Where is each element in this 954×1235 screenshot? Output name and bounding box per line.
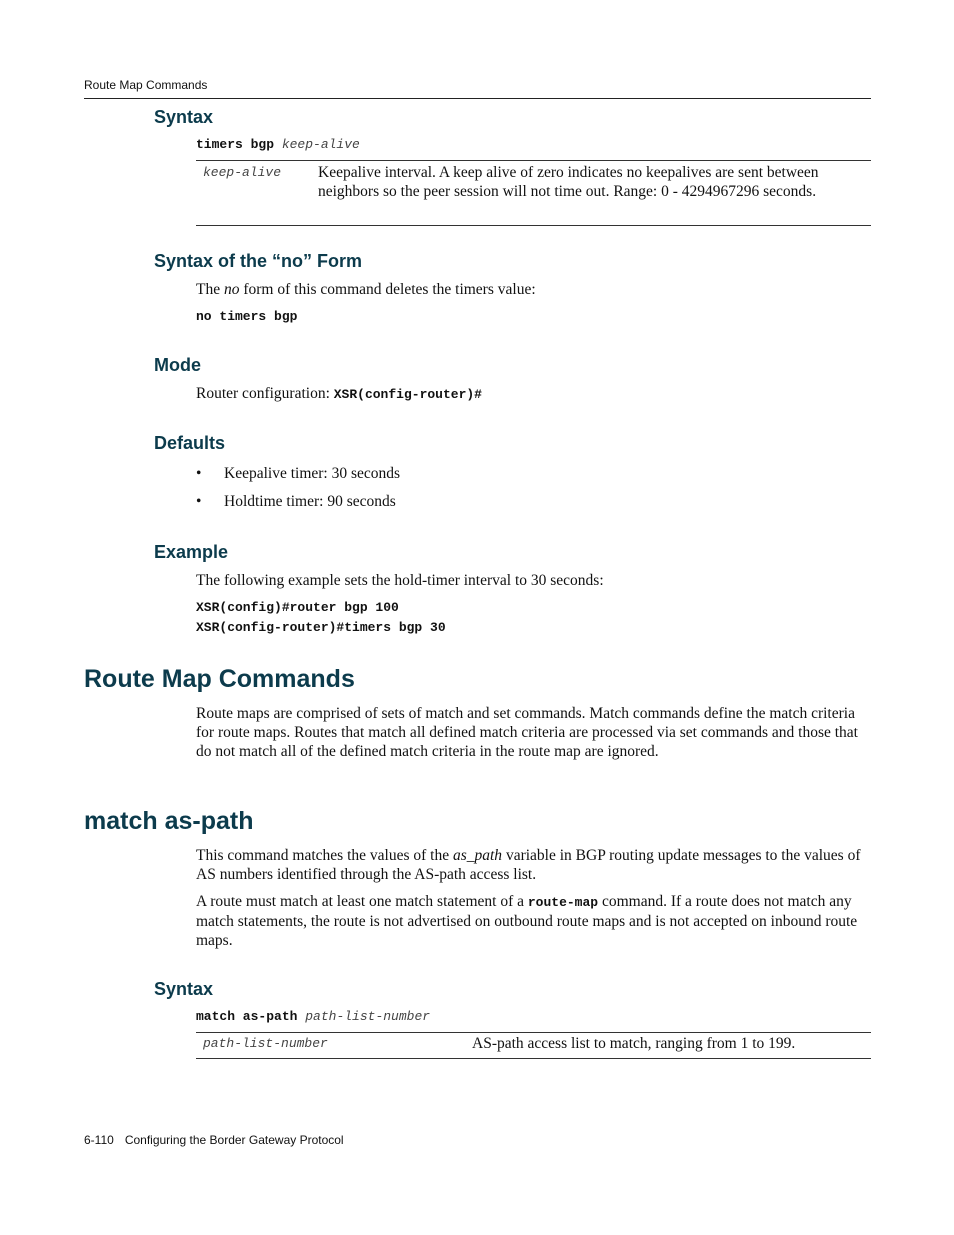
list-item-text: Keepalive timer: 30 seconds [224,465,401,482]
mode-heading: Mode [154,355,201,375]
command-param: path-list-number [305,1009,431,1024]
list-item-text: Holdtime timer: 90 seconds [224,493,396,510]
command-name: match as-path [196,1009,298,1024]
emphasis: as_path [452,847,503,864]
syntax-command-2 [196,1009,430,1024]
running-header: Route Map Commands [84,78,208,92]
bullet-icon: • [196,493,202,510]
page-number: 6-110 [84,1133,114,1147]
mode-text [196,384,871,404]
text-part: form of this command deletes the timers value: [239,281,536,298]
param-table-2 [196,1032,871,1059]
no-form-command: no timers bgp [196,309,298,324]
param-description: AS-path access list to match, ranging from 1 to 199. [472,1035,796,1052]
text-part: variable in BGP routing update messages to the values of AS numbers identified through the AS-path access list. [196,847,861,883]
text-part: The [196,281,224,298]
list-item [196,493,396,511]
example-heading: Example [154,542,229,562]
param-table [196,160,871,226]
header-rule [84,98,871,99]
param-description: Keepalive interval. A keep alive of zero indicates no keepalives are sent between neighbors so the peer session will not time out. Range: 0 - 4294967296 seconds. [318,164,819,200]
syntax-heading: Syntax [154,107,214,127]
syntax-command [196,137,360,152]
command-param: keep-alive [281,137,360,152]
inline-code: route-map [527,895,599,910]
defaults-heading: Defaults [154,433,226,453]
no-form-text [196,280,871,299]
list-item [196,465,400,483]
route-map-heading: Route Map Commands [84,665,355,693]
match-as-path-p1 [196,846,871,884]
emphasis: no [223,281,240,298]
footer-title: Configuring the Border Gateway Protocol [124,1133,344,1147]
example-code-line: XSR(config)#router bgp 100 [196,600,399,615]
route-map-text: Route maps are comprised of sets of match and set commands. Match commands define the match criteria for route maps. Routes that match all defined match criteria are processed via set commands and those that do not match all of the defined match criteria in the route map are ignored. [196,705,858,760]
match-as-path-p2 [196,892,871,950]
param-name: keep-alive [203,165,282,180]
example-code-line: XSR(config-router)#timers bgp 30 [196,620,446,635]
no-form-heading: Syntax of the “no” Form [154,251,363,271]
text-part: Router configuration: [196,385,334,402]
example-text: The following example sets the hold-timer interval to 30 seconds: [196,572,604,589]
param-name: path-list-number [203,1036,328,1051]
syntax-heading-2: Syntax [154,979,214,999]
bullet-icon: • [196,465,202,482]
command-name: timers bgp [196,137,275,152]
text-part: A route must match at least one match statement of a [196,893,528,910]
text-part: command. If a route does not match any match statements, the route is not advertised on outbound route maps and is not accepted on inbound route maps. [196,893,858,949]
mode-prompt: XSR(config-router)# [333,387,482,402]
page-footer [84,1133,344,1147]
match-as-path-heading: match as-path [84,807,254,835]
text-part: This command matches the values of the [196,847,453,864]
